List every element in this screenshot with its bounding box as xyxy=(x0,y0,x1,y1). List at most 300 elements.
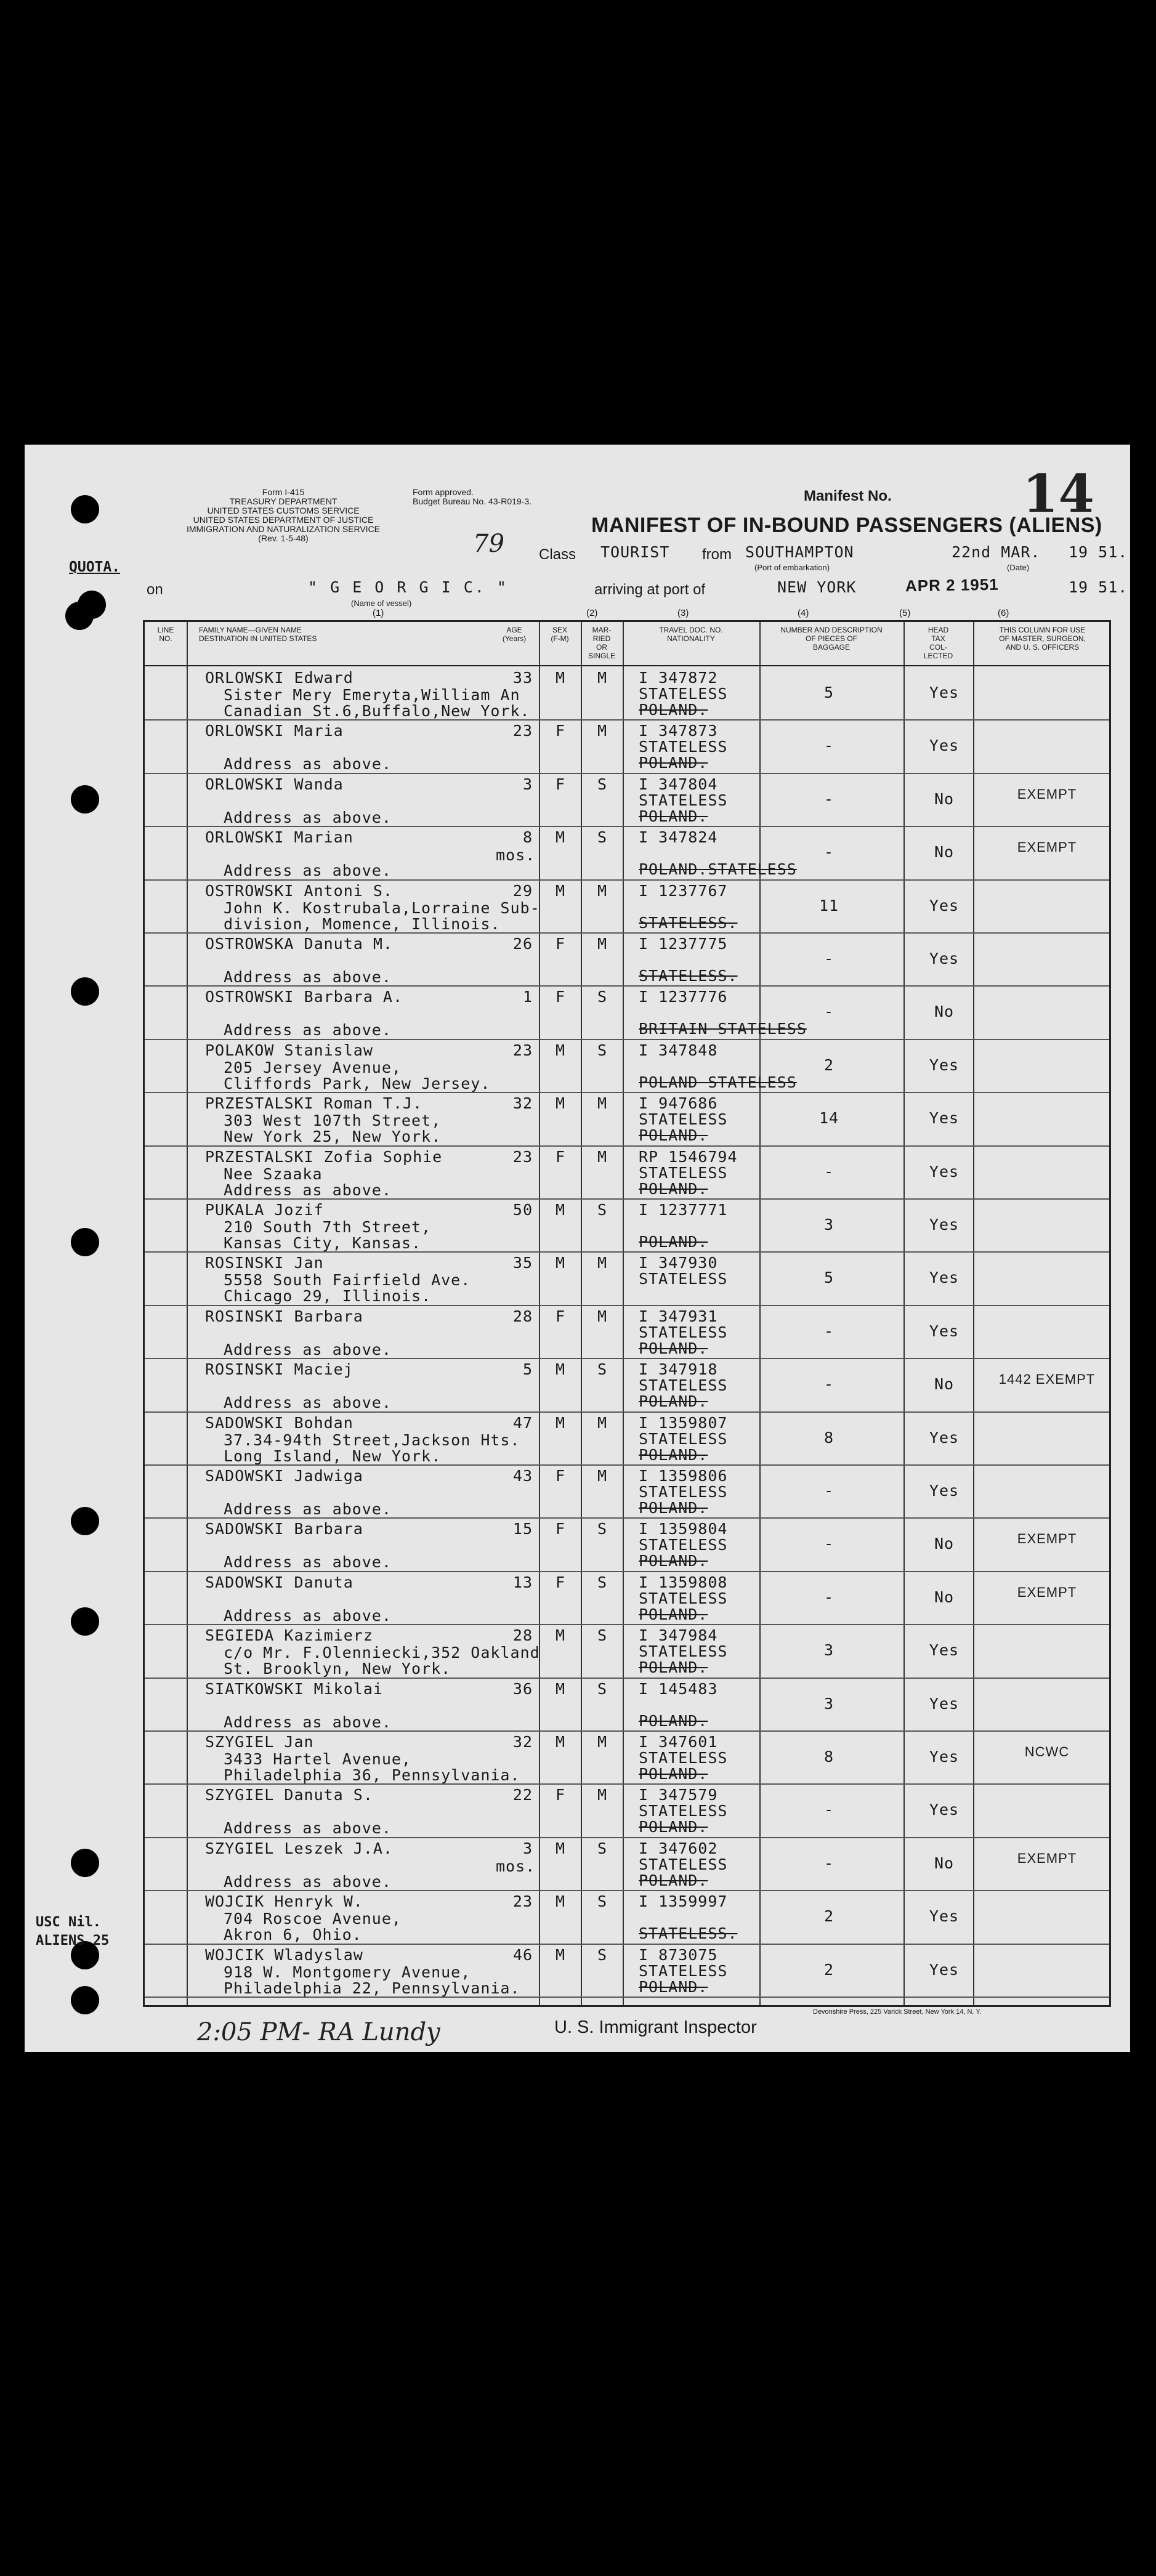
punch-hole xyxy=(71,1507,99,1535)
officer-remark: 1442 EXEMPT xyxy=(998,1371,1096,1387)
destination-line-1: 303 West 107th Street, xyxy=(224,1112,442,1130)
nationality-struck: BRITAIN STATELESS xyxy=(639,1020,807,1038)
nationality: STATELESS xyxy=(639,1323,728,1341)
nationality-struck: POLAND. xyxy=(639,1339,708,1357)
head-tax: No xyxy=(934,1003,955,1021)
destination-line-2: Address as above. xyxy=(224,1713,392,1731)
sex-cell: F xyxy=(555,1520,566,1538)
col-name: FAMILY NAME—GIVEN NAME DESTINATION IN UNITED STATES xyxy=(199,626,317,643)
baggage-count: - xyxy=(823,1322,835,1340)
passenger-name: SEGIEDA Kazimierz xyxy=(205,1626,373,1645)
table-row xyxy=(145,1783,1109,1836)
table-row xyxy=(145,1730,1109,1783)
nationality-struck: POLAND. xyxy=(639,1126,708,1145)
nationality-struck: STATELESS. xyxy=(639,913,738,932)
sex-cell: M xyxy=(555,1201,566,1219)
table-row xyxy=(145,932,1109,985)
passenger-name: OSTROWSKI Antoni S. xyxy=(205,881,393,900)
age-cell: 5 xyxy=(522,1360,533,1379)
table-row xyxy=(145,879,1109,932)
sex-cell: M xyxy=(555,1892,566,1911)
nationality-struck: POLAND. xyxy=(639,1445,708,1464)
age-cell: 28 xyxy=(512,1626,533,1645)
head-tax: Yes xyxy=(929,1322,960,1340)
nationality-struck: POLAND. xyxy=(639,1233,708,1251)
travel-doc-no: I 1359997 xyxy=(639,1892,728,1911)
destination-line-2: Address as above. xyxy=(224,1606,392,1625)
col-travel-doc: TRAVEL DOC. NO. NATIONALITY xyxy=(659,626,723,643)
handwritten-class-number: 79 xyxy=(473,530,504,558)
marital-cell: M xyxy=(597,1413,608,1432)
destination-line-1: Sister Mery Emeryta,William An xyxy=(224,686,520,704)
baggage-count: - xyxy=(823,789,835,808)
nationality: STATELESS xyxy=(639,1961,728,1980)
nationality: STATELESS xyxy=(639,1110,728,1129)
travel-doc-no: I 347872 xyxy=(639,669,718,687)
baggage-count: 3 xyxy=(823,1694,835,1713)
col-age: AGE (Years) xyxy=(502,626,527,643)
sex-cell: M xyxy=(555,1094,566,1113)
officer-remark: EXEMPT xyxy=(1017,786,1077,802)
age-cell: 8 mos. xyxy=(496,828,536,865)
age-cell: 32 xyxy=(512,1094,533,1113)
nationality-struck: POLAND. xyxy=(639,1765,708,1783)
marital-cell: S xyxy=(597,1573,608,1591)
col-num-3: (3) xyxy=(677,608,689,618)
nationality-struck: POLAND STATELESS xyxy=(639,1073,797,1091)
travel-doc-no: I 1359807 xyxy=(639,1413,728,1432)
arriving-label: arriving at port of xyxy=(594,581,706,598)
marital-cell: S xyxy=(597,1626,608,1645)
sex-cell: M xyxy=(555,1360,566,1379)
nationality: STATELESS xyxy=(639,791,728,809)
embarkation-date: 22nd MAR. xyxy=(952,543,1041,561)
nationality-struck: STATELESS. xyxy=(639,967,738,985)
nationality-struck: POLAND. xyxy=(639,1552,708,1570)
age-cell: 50 xyxy=(512,1201,533,1219)
col-officers: THIS COLUMN FOR USE OF MASTER, SURGEON, AND U. S. OFFICERS xyxy=(999,626,1086,652)
sex-cell: M xyxy=(555,828,566,847)
head-tax: Yes xyxy=(929,684,960,701)
baggage-count: - xyxy=(823,1162,835,1181)
travel-doc-no: I 347579 xyxy=(639,1786,718,1804)
age-cell: 29 xyxy=(512,881,533,900)
age-cell: 46 xyxy=(512,1945,533,1964)
from-label: from xyxy=(702,546,732,563)
marital-cell: S xyxy=(597,1945,608,1964)
passenger-name: ORLOWSKI Wanda xyxy=(205,775,344,793)
sex-cell: M xyxy=(555,881,566,900)
age-cell: 3 xyxy=(522,775,533,793)
marital-cell: S xyxy=(597,988,608,1006)
destination-line-2: Akron 6, Ohio. xyxy=(224,1926,362,1944)
punch-hole xyxy=(71,977,99,1006)
travel-doc-no: I 347873 xyxy=(639,722,718,740)
baggage-count: 2 xyxy=(823,1907,835,1926)
nationality: STATELESS xyxy=(639,1855,728,1873)
table-row xyxy=(145,1251,1109,1304)
destination-line-2: Address as above. xyxy=(224,1021,392,1040)
passenger-name: ORLOWSKI Edward xyxy=(205,669,354,687)
quota-label: QUOTA. xyxy=(69,559,121,575)
sex-cell: M xyxy=(555,1041,566,1059)
age-cell: 33 xyxy=(512,669,533,687)
destination-line-2: Chicago 29, Illinois. xyxy=(224,1287,432,1306)
nationality: STATELESS xyxy=(639,1163,728,1182)
form-approved: Form approved. xyxy=(413,487,474,497)
passenger-name: ORLOWSKI Marian xyxy=(205,828,354,847)
baggage-count: 11 xyxy=(818,896,839,915)
head-tax: Yes xyxy=(929,1216,960,1233)
head-tax: No xyxy=(934,1375,955,1394)
table-row xyxy=(145,1517,1109,1570)
head-tax: Yes xyxy=(929,1907,960,1926)
travel-doc-no: RP 1546794 xyxy=(639,1147,738,1166)
age-cell: 23 xyxy=(512,1892,533,1911)
nationality: STATELESS xyxy=(639,1483,728,1501)
baggage-count: - xyxy=(823,1535,835,1553)
col-marital: MAR- RIED OR SINGLE xyxy=(588,626,615,660)
destination-line-1: 3433 Hartel Avenue, xyxy=(224,1750,411,1768)
sex-cell: F xyxy=(555,1147,566,1166)
destination-line-2: St. Brooklyn, New York. xyxy=(224,1660,451,1678)
col-baggage: NUMBER AND DESCRIPTION OF PIECES OF BAGGAGE xyxy=(780,626,883,652)
destination-line-2: Address as above. xyxy=(224,755,392,773)
destination-line-1: c/o Mr. F.Olenniecki,352 Oakland xyxy=(224,1644,540,1662)
travel-doc-no: I 347602 xyxy=(639,1839,718,1857)
baggage-count: 3 xyxy=(823,1641,835,1660)
nationality: STATELESS xyxy=(639,1802,728,1820)
travel-doc-no: I 347931 xyxy=(639,1307,718,1325)
marital-cell: S xyxy=(597,1041,608,1059)
col-head-tax: HEAD TAX COL- LECTED xyxy=(923,626,953,660)
nationality-struck: POLAND. xyxy=(639,1499,708,1517)
nationality: STATELESS xyxy=(639,1589,728,1607)
destination-line-1: John K. Kostrubala,Lorraine Sub- xyxy=(224,898,540,917)
baggage-count: - xyxy=(823,1801,835,1819)
passenger-name: SIATKOWSKI Mikolai xyxy=(205,1679,383,1698)
table-row xyxy=(145,1571,1109,1624)
passenger-name: SADOWSKI Danuta xyxy=(205,1573,354,1591)
passenger-name: PUKALA Jozif xyxy=(205,1201,324,1219)
destination-line-2: Canadian St.6,Buffalo,New York. xyxy=(224,702,530,720)
embarkation-port: SOUTHAMPTON xyxy=(745,543,854,561)
destination-line-1: 704 Roscoe Avenue, xyxy=(224,1910,402,1928)
age-cell: 36 xyxy=(512,1679,533,1698)
destination-line-2: Kansas City, Kansas. xyxy=(224,1234,422,1252)
col-num-1: (1) xyxy=(373,608,384,618)
year-2: 19 51. xyxy=(1069,578,1128,596)
officer-remark: EXEMPT xyxy=(1017,1584,1077,1600)
manifest-no-label: Manifest No. xyxy=(804,488,892,504)
travel-doc-no: I 1237776 xyxy=(639,988,728,1006)
travel-doc-no: I 1237767 xyxy=(639,881,728,900)
officer-remark: EXEMPT xyxy=(1017,1850,1077,1866)
passenger-name: PRZESTALSKI Zofia Sophie xyxy=(205,1147,443,1166)
sex-cell: M xyxy=(555,1733,566,1751)
destination-line-2: Address as above. xyxy=(224,1181,392,1199)
nationality-struck: POLAND. xyxy=(639,701,708,719)
head-tax: Yes xyxy=(929,1641,960,1660)
head-tax: No xyxy=(934,1854,955,1872)
form-number: Form I-415 xyxy=(262,487,305,497)
passenger-name: WOJCIK Henryk W. xyxy=(205,1892,363,1911)
treasury-dept: TREASURY DEPARTMENT xyxy=(229,496,338,506)
sex-cell: F xyxy=(555,1573,566,1591)
baggage-count: - xyxy=(823,1482,835,1500)
nationality-struck: POLAND. xyxy=(639,807,708,825)
vessel-name: " G E O R G I C. " xyxy=(308,578,508,596)
age-cell: 28 xyxy=(512,1307,533,1325)
sex-cell: M xyxy=(555,1413,566,1432)
nationality-struck: POLAND. xyxy=(639,1179,708,1198)
passenger-name: ORLOWSKI Maria xyxy=(205,722,344,740)
manifest-number: 14 xyxy=(1022,463,1094,524)
passenger-name: SZYGIEL Danuta S. xyxy=(205,1786,373,1804)
passenger-name: SADOWSKI Jadwiga xyxy=(205,1467,363,1485)
destination-line-2: Long Island, New York. xyxy=(224,1447,442,1465)
table-row xyxy=(145,1464,1109,1517)
marital-cell: M xyxy=(597,1467,608,1485)
punch-hole xyxy=(71,1986,99,2014)
table-row xyxy=(145,1411,1109,1464)
destination-line-1: 210 South 7th Street, xyxy=(224,1218,432,1236)
head-tax: Yes xyxy=(929,950,960,967)
sex-cell: M xyxy=(555,1945,566,1964)
baggage-count: 14 xyxy=(818,1109,839,1128)
inspector-signature: 2:05 PM- RA Lundy xyxy=(197,2018,440,2046)
arrival-date-stamp: APR 2 1951 xyxy=(905,575,999,596)
col-line-no: LINE NO. xyxy=(157,626,174,643)
destination-line-2: Address as above. xyxy=(224,1500,392,1518)
passenger-name: OSTROWSKA Danuta M. xyxy=(205,935,393,953)
head-tax: Yes xyxy=(929,1748,960,1766)
baggage-count: 3 xyxy=(823,1216,835,1233)
baggage-count: - xyxy=(823,1003,835,1021)
ins-service: IMMIGRATION AND NATURALIZATION SERVICE xyxy=(187,524,380,534)
passenger-name: SADOWSKI Bohdan xyxy=(205,1413,354,1432)
marital-cell: S xyxy=(597,1201,608,1219)
marital-cell: M xyxy=(597,722,608,740)
passenger-name: SZYGIEL Jan xyxy=(205,1733,314,1751)
age-cell: 43 xyxy=(512,1467,533,1485)
destination-line-2: Address as above. xyxy=(224,1872,392,1891)
travel-doc-no: I 1237775 xyxy=(639,935,728,953)
class-value: TOURIST xyxy=(600,543,670,561)
table-row xyxy=(145,1305,1109,1358)
age-cell: 3 mos. xyxy=(496,1839,536,1875)
travel-doc-no: I 1359804 xyxy=(639,1520,728,1538)
punch-hole xyxy=(71,785,99,814)
baggage-count: 8 xyxy=(823,1748,835,1766)
age-cell: 15 xyxy=(512,1520,533,1538)
table-row xyxy=(145,1944,1109,1997)
vessel-note: (Name of vessel) xyxy=(351,599,412,608)
marital-cell: M xyxy=(597,881,608,900)
marital-cell: M xyxy=(597,1786,608,1804)
nationality: STATELESS xyxy=(639,738,728,756)
nationality-struck: POLAND. xyxy=(639,1977,708,1996)
destination-line-1: 37.34-94th Street,Jackson Hts. xyxy=(224,1431,520,1449)
passenger-name: OSTROWSKI Barbara A. xyxy=(205,988,403,1006)
passenger-name: ROSINSKI Maciej xyxy=(205,1360,354,1379)
sex-cell: M xyxy=(555,1679,566,1698)
officer-remark: NCWC xyxy=(1024,1744,1070,1759)
passenger-name: SZYGIEL Leszek J.A. xyxy=(205,1839,393,1857)
travel-doc-no: I 947686 xyxy=(639,1094,718,1113)
baggage-count: - xyxy=(823,1375,835,1394)
marital-cell: S xyxy=(597,775,608,793)
table-row xyxy=(145,1039,1109,1092)
manifest-table xyxy=(143,620,1111,2007)
destination-line-2: Cliffords Park, New Jersey. xyxy=(224,1074,491,1092)
age-cell: 26 xyxy=(512,935,533,953)
passenger-name: POLAKOW Stanislaw xyxy=(205,1041,373,1059)
destination-line-2: division, Momence, Illinois. xyxy=(224,915,501,933)
head-tax: Yes xyxy=(929,737,960,755)
table-row xyxy=(145,773,1109,826)
marital-cell: S xyxy=(597,1360,608,1379)
age-cell: 13 xyxy=(512,1573,533,1591)
age-cell: 23 xyxy=(512,1147,533,1166)
budget-bureau: Budget Bureau No. 43-R019-3. xyxy=(413,496,532,506)
baggage-count: 8 xyxy=(823,1428,835,1447)
age-cell: 47 xyxy=(512,1413,533,1432)
marital-cell: M xyxy=(597,1147,608,1166)
sex-cell: F xyxy=(555,1467,566,1485)
passenger-name: ROSINSKI Barbara xyxy=(205,1307,363,1325)
baggage-count: - xyxy=(823,1588,835,1606)
sex-cell: F xyxy=(555,988,566,1006)
marital-cell: M xyxy=(597,1094,608,1113)
passenger-name: SADOWSKI Barbara xyxy=(205,1520,363,1538)
officer-remark: EXEMPT xyxy=(1017,1531,1077,1547)
passenger-name: ROSINSKI Jan xyxy=(205,1254,324,1272)
table-row xyxy=(145,1198,1109,1251)
marital-cell: S xyxy=(597,1839,608,1857)
head-tax: Yes xyxy=(929,1056,960,1074)
destination-line-2: Address as above. xyxy=(224,1394,392,1412)
marital-cell: S xyxy=(597,1520,608,1538)
nationality-struck: POLAND. xyxy=(639,1605,708,1623)
sex-cell: F xyxy=(555,775,566,793)
destination-line-1: 205 Jersey Avenue, xyxy=(224,1058,402,1076)
destination-line-2: Address as above. xyxy=(224,808,392,826)
embarkation-note: (Port of embarkation) xyxy=(754,563,830,572)
destination-line-2: Address as above. xyxy=(224,968,392,986)
head-tax: Yes xyxy=(929,1162,960,1181)
destination-line-2: New York 25, New York. xyxy=(224,1128,442,1146)
marital-cell: M xyxy=(597,935,608,953)
nationality-struck: POLAND. xyxy=(639,754,708,772)
head-tax: Yes xyxy=(929,1482,960,1500)
baggage-count: 5 xyxy=(823,684,835,701)
head-tax: Yes xyxy=(929,1269,960,1287)
travel-doc-no: I 347984 xyxy=(639,1626,718,1645)
head-tax: No xyxy=(934,843,955,862)
punch-hole xyxy=(71,1228,99,1256)
on-label: on xyxy=(147,581,163,598)
head-tax: Yes xyxy=(929,1109,960,1128)
col-num-5: (5) xyxy=(899,608,911,618)
baggage-count: - xyxy=(823,1854,835,1872)
nationality-struck: POLAND. xyxy=(639,1818,708,1836)
baggage-count: 5 xyxy=(823,1269,835,1287)
passenger-name: PRZESTALSKI Roman T.J. xyxy=(205,1094,423,1113)
table-row xyxy=(145,666,1109,719)
date-note: (Date) xyxy=(1007,563,1030,572)
nationality: STATELESS xyxy=(639,1429,728,1448)
marital-cell: M xyxy=(597,1307,608,1325)
nationality-struck: POLAND. xyxy=(639,1711,708,1730)
destination-line-1: 918 W. Montgomery Avenue, xyxy=(224,1963,471,1981)
sex-cell: M xyxy=(555,1839,566,1857)
col-sex: SEX (F-M) xyxy=(551,626,569,643)
age-cell: 35 xyxy=(512,1254,533,1272)
destination-line-2: Address as above. xyxy=(224,862,392,880)
head-tax: Yes xyxy=(929,896,960,915)
destination-line-1: Nee Szaaka xyxy=(224,1165,323,1183)
table-row xyxy=(145,1624,1109,1677)
table-row xyxy=(145,1678,1109,1730)
travel-doc-no: I 347918 xyxy=(639,1360,718,1379)
head-tax: Yes xyxy=(929,1960,960,1979)
marital-cell: S xyxy=(597,828,608,847)
table-row xyxy=(145,985,1109,1038)
class-label: Class xyxy=(539,546,576,563)
sex-cell: F xyxy=(555,1307,566,1325)
baggage-count: - xyxy=(823,843,835,862)
printer-credit: Devonshire Press, 225 Varick Street, New York 14, N. Y. xyxy=(813,2008,982,2016)
inspector-title: U. S. Immigrant Inspector xyxy=(554,2017,757,2037)
nationality: STATELESS xyxy=(639,685,728,703)
age-cell: 22 xyxy=(512,1786,533,1804)
head-tax: No xyxy=(934,789,955,808)
sex-cell: M xyxy=(555,1626,566,1645)
nationality: STATELESS xyxy=(639,1376,728,1395)
marital-cell: M xyxy=(597,1733,608,1751)
destination-line-2: Address as above. xyxy=(224,1819,392,1838)
travel-doc-no: I 347804 xyxy=(639,775,718,793)
travel-doc-no: I 347601 xyxy=(639,1733,718,1751)
nationality: STATELESS xyxy=(639,1536,728,1554)
age-cell: 23 xyxy=(512,722,533,740)
sex-cell: F xyxy=(555,722,566,740)
nationality: STATELESS xyxy=(639,1642,728,1661)
punch-hole xyxy=(71,1607,99,1636)
col-num-6: (6) xyxy=(998,608,1009,618)
table-row xyxy=(145,719,1109,772)
punch-hole xyxy=(78,591,106,619)
passenger-name: WOJCIK Wladyslaw xyxy=(205,1945,363,1964)
baggage-count: - xyxy=(823,737,835,755)
table-row xyxy=(145,1890,1109,1943)
head-tax: Yes xyxy=(929,1428,960,1447)
destination-line-2: Address as above. xyxy=(224,1553,392,1572)
col-num-2: (2) xyxy=(586,608,598,618)
head-tax: No xyxy=(934,1535,955,1553)
baggage-count: 2 xyxy=(823,1960,835,1979)
destination-line-2: Philadelphia 22, Pennsylvania. xyxy=(224,1979,520,1997)
table-row xyxy=(145,1837,1109,1890)
nationality-struck: STATELESS. xyxy=(639,1924,738,1943)
table-row xyxy=(145,1092,1109,1145)
travel-doc-no: I 347848 xyxy=(639,1041,718,1059)
table-row xyxy=(145,1145,1109,1198)
destination-line-2: Address as above. xyxy=(224,1340,392,1359)
marital-cell: M xyxy=(597,669,608,687)
nationality-struck: POLAND.STATELESS xyxy=(639,860,797,879)
